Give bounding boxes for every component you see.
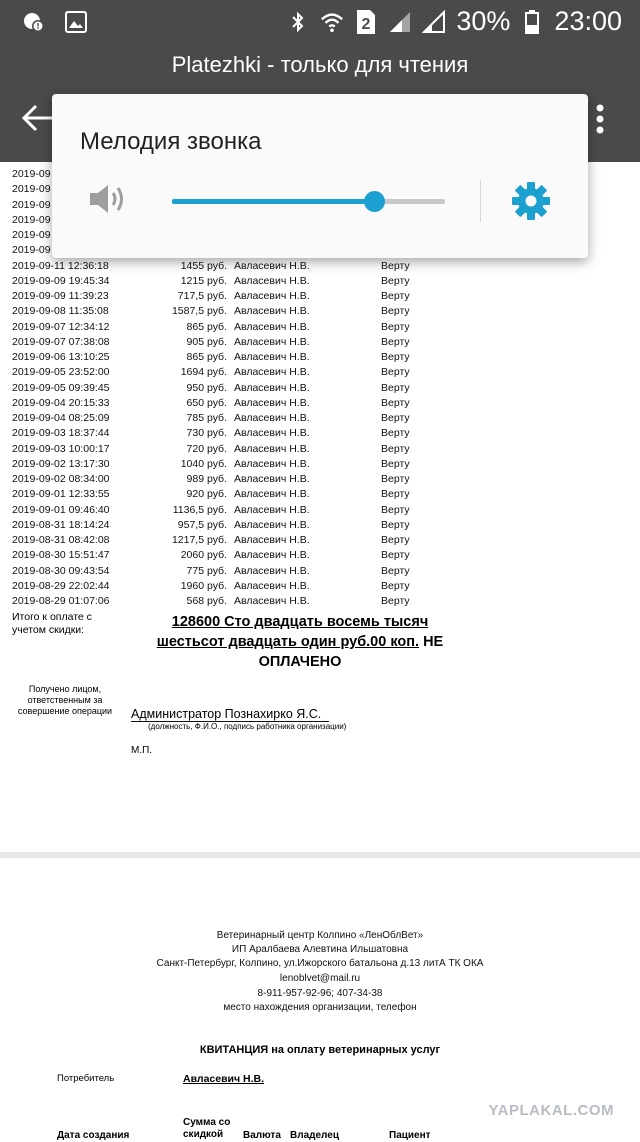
payment-pet: Верту: [381, 259, 410, 272]
total-line-1: 128600 Сто двадцать восемь тысяч: [171, 614, 429, 630]
received-line-3: совершение операции: [17, 706, 113, 716]
payment-owner: Авласевич Н.В.: [234, 442, 310, 455]
payment-date: 2019-08-29 22:02:44: [12, 579, 110, 592]
signal-2-icon: [422, 10, 446, 34]
payment-date: 2019-09-01 12:33:55: [12, 488, 110, 501]
payment-date: 2019-09: [12, 168, 51, 180]
payment-pet: Верту: [381, 366, 410, 379]
payment-date: 2019-09-04 20:15:33: [12, 396, 110, 409]
col-sum-line-2: скидкой: [183, 1129, 224, 1140]
total-line-2: шестьсот двадцать один руб.00 коп.: [156, 634, 420, 650]
table-row: [0, 519, 640, 534]
payment-sum: 957,5 руб.: [177, 518, 227, 531]
total-line-2-tail: НЕ: [419, 634, 444, 650]
gallery-icon: [64, 10, 88, 34]
payment-sum: 1215 руб.: [180, 274, 227, 287]
payment-owner: Авласевич Н.В.: [234, 320, 310, 333]
dialog-divider: [480, 180, 481, 222]
sim-number: 2: [361, 15, 371, 33]
payment-date: 2019-09: [12, 183, 51, 196]
payment-pet: Верту: [381, 427, 410, 440]
receipt-title: КВИТАНЦИЯ на оплату ветеринарных услуг: [199, 1044, 441, 1056]
payment-owner: Авласевич Н.В.: [234, 305, 310, 318]
payment-date: 2019-08-29 01:07:06: [12, 595, 110, 607]
payment-owner: Авласевич Н.В.: [234, 595, 310, 607]
payment-date: 2019-09-03 10:00:17: [12, 442, 110, 455]
payment-date: 2019-09: [12, 229, 51, 241]
total-amount: [135, 612, 465, 672]
payment-owner: Авласевич Н.В.: [234, 274, 310, 287]
table-row: [0, 504, 640, 519]
payment-sum: 1136,5 руб.: [172, 503, 227, 516]
consumer-value: Авласевич Н.В.: [183, 1073, 265, 1085]
signal-icon: [388, 10, 412, 34]
payment-pet: Верту: [381, 412, 410, 424]
org-email: lenoblvet@mail.ru: [279, 973, 361, 984]
payment-pet: Верту: [381, 488, 410, 501]
payment-sum: 568 руб.: [186, 595, 227, 607]
payment-date: 2019-08-30 09:43:54: [12, 564, 110, 577]
more-options-icon[interactable]: [596, 104, 604, 139]
table-row: [0, 290, 640, 305]
table-row: [0, 565, 640, 580]
payment-owner: Авласевич Н.В.: [234, 259, 310, 272]
payment-sum: 785 руб.: [186, 412, 227, 424]
consumer-label: Потребитель: [57, 1073, 115, 1084]
volume-dialog-title: Мелодия звонка: [80, 128, 262, 155]
admin-name: Администратор Познахирко Я.С.: [131, 707, 322, 721]
payment-date: 2019-09-08 11:35:08: [12, 305, 109, 318]
payment-pet: Верту: [381, 457, 410, 470]
gear-icon[interactable]: [510, 180, 552, 227]
org-address: Санкт-Петербург, Колпино, ул.Ижорского батальона д.13 литА ТК ОКА: [156, 958, 484, 969]
payment-pet: Верту: [381, 579, 410, 592]
payment-pet: Верту: [381, 503, 410, 516]
payment-date: 2019-09-01 09:46:40: [12, 503, 110, 516]
volume-slider-fill: [172, 199, 374, 204]
payment-sum: 1455 руб.: [180, 259, 227, 272]
total-label-line-2: учетом скидки:: [12, 624, 85, 636]
receipt-page: [0, 858, 640, 1141]
payment-date: 2019-08-30 15:51:47: [12, 549, 110, 562]
payment-sum: 1960 руб.: [180, 579, 227, 592]
payment-owner: Авласевич Н.В.: [234, 396, 310, 409]
payment-date: 2019-09-07 12:34:12: [12, 320, 110, 333]
total-line-3: ОПЛАЧЕНО: [258, 654, 342, 670]
payment-date: 2019-09: [12, 213, 51, 226]
payment-sum: 865 руб.: [186, 320, 227, 333]
table-row: [0, 488, 640, 503]
payment-date: 2019-09-04 08:25:09: [12, 412, 110, 424]
table-row: [0, 580, 640, 595]
table-row: [0, 382, 640, 397]
table-row: [0, 595, 640, 610]
volume-slider[interactable]: [172, 199, 445, 204]
table-row: [0, 549, 640, 564]
payment-sum: 2060 руб.: [180, 549, 227, 562]
payment-pet: Верту: [381, 442, 410, 455]
payment-sum: 1040 руб.: [180, 457, 227, 470]
wifi-icon: [320, 10, 344, 34]
payment-sum: 920 руб.: [186, 488, 227, 501]
org-owner: ИП Аралбаева Алевтина Ильшатовна: [231, 944, 409, 955]
payment-date: 2019-08-31 18:14:24: [12, 518, 110, 531]
payment-pet: Верту: [381, 335, 410, 348]
payment-sum: 730 руб.: [186, 427, 227, 440]
received-line-1: Получено лицом,: [28, 684, 102, 694]
payment-date: 2019-09-05 09:39:45: [12, 381, 110, 394]
payment-owner: Авласевич Н.В.: [234, 457, 310, 470]
payment-owner: Авласевич Н.В.: [234, 473, 310, 485]
table-row: [0, 473, 640, 488]
payment-pet: Верту: [381, 564, 410, 577]
document-page: [0, 162, 640, 852]
payment-pet: Верту: [381, 549, 410, 562]
table-row: [0, 321, 640, 336]
payment-sum: 1694 руб.: [180, 366, 227, 379]
table-row: [0, 534, 640, 549]
org-name: Ветеринарный центр Колпино «ЛенОблВет»: [216, 930, 424, 941]
table-row: [0, 351, 640, 366]
table-row: [0, 336, 640, 351]
payment-owner: Авласевич Н.В.: [234, 564, 310, 577]
payment-owner: Авласевич Н.В.: [234, 503, 310, 516]
org-phone: 8-911-957-92-96; 407-34-38: [257, 988, 383, 999]
payment-sum: 1217,5 руб.: [171, 534, 227, 546]
payment-date: 2019-09-06 13:10:25: [12, 351, 110, 363]
payment-owner: Авласевич Н.В.: [234, 290, 310, 302]
document-title: Platezhki - только для чтения: [171, 52, 469, 77]
status-bar: [0, 0, 640, 46]
payment-pet: Верту: [381, 595, 410, 607]
col-pet-header: Пациент: [389, 1130, 431, 1141]
payment-date: 2019-09-05 23:52:00: [12, 366, 110, 379]
table-row: [0, 443, 640, 458]
payment-sum: 650 руб.: [186, 396, 227, 409]
payment-owner: Авласевич Н.В.: [234, 351, 310, 363]
table-row: [0, 412, 640, 427]
payment-date: 2019-08-31 08:42:08: [12, 534, 110, 546]
payment-pet: Верту: [381, 381, 410, 394]
table-row: [0, 305, 640, 320]
payment-owner: Авласевич Н.В.: [234, 412, 310, 424]
payment-owner: Авласевич Н.В.: [234, 366, 310, 379]
table-row: [0, 275, 640, 290]
payment-pet: Верту: [381, 396, 410, 409]
watermark: YAPLAKAL.COM: [488, 1102, 614, 1119]
payment-owner: Авласевич Н.В.: [234, 427, 310, 440]
payment-sum: 1587,5 руб.: [171, 305, 227, 318]
payment-pet: Верту: [381, 534, 410, 546]
payment-date: 2019-09-07 07:38:08: [12, 335, 110, 348]
payment-owner: Авласевич Н.В.: [234, 518, 310, 531]
table-row: [0, 366, 640, 381]
received-line-2: ответственным за: [27, 695, 103, 705]
payment-pet: Верту: [381, 473, 410, 485]
payment-sum: 905 руб.: [186, 335, 227, 348]
table-row: [0, 427, 640, 442]
payment-date: 2019-09-09 19:45:34: [12, 274, 110, 287]
sim-icon: [354, 10, 378, 34]
battery-icon: [520, 10, 544, 34]
table-row: [0, 260, 640, 275]
payment-owner: Авласевич Н.В.: [234, 381, 310, 394]
col-sum-header: [183, 1117, 230, 1141]
admin-hint: (должность, Ф.И.О., подпись работника организации): [148, 722, 347, 731]
payment-pet: Верту: [381, 518, 410, 531]
payment-owner: Авласевич Н.В.: [234, 579, 310, 592]
payment-date: 2019-09-02 08:34:00: [12, 473, 110, 485]
payment-pet: Верту: [381, 320, 410, 333]
payment-date: 2019-09-11 12:36:18: [12, 259, 109, 272]
received-label: [15, 684, 115, 717]
payment-owner: Авласевич Н.В.: [234, 534, 310, 546]
col-owner-header: Владелец: [290, 1130, 339, 1141]
battery-percent: 30%: [456, 6, 511, 36]
payment-sum: 865 руб.: [186, 351, 227, 363]
payment-pet: Верту: [381, 290, 410, 302]
back-arrow-icon[interactable]: [22, 104, 54, 137]
total-label-line-1: Итого к оплате с: [12, 611, 92, 623]
org-place-hint: место нахождения организации, телефон: [223, 1002, 417, 1013]
payment-date: 2019-09-09 11:39:23: [12, 290, 109, 302]
table-row: [0, 458, 640, 473]
speaker-icon[interactable]: [88, 182, 128, 221]
payment-sum: 950 руб.: [186, 381, 227, 394]
settings-notification-icon: [22, 10, 46, 34]
col-date-header: Дата создания: [57, 1130, 130, 1141]
payment-owner: Авласевич Н.В.: [234, 549, 310, 562]
payment-owner: Авласевич Н.В.: [234, 488, 310, 501]
table-row: [0, 397, 640, 412]
payment-date: 2019-09-02 13:17:30: [12, 457, 110, 470]
volume-slider-thumb[interactable]: [364, 191, 385, 212]
payment-sum: 989 руб.: [186, 473, 227, 485]
volume-dialog: [52, 94, 588, 258]
payment-pet: Верту: [381, 274, 410, 287]
col-sum-line-1: Сумма со: [183, 1117, 231, 1128]
payment-date: 2019-09: [12, 244, 51, 257]
payment-sum: 775 руб.: [186, 564, 227, 577]
payment-owner: Авласевич Н.В.: [234, 335, 310, 348]
col-currency-header: Валюта: [243, 1130, 281, 1141]
payment-pet: Верту: [381, 305, 410, 318]
payment-sum: 720 руб.: [186, 442, 227, 455]
payment-date: 2019-09: [12, 198, 51, 211]
payment-sum: 717,5 руб.: [177, 290, 227, 302]
payment-date: 2019-09-03 18:37:44: [12, 427, 110, 440]
payment-pet: Верту: [381, 351, 410, 363]
clock: 23:00: [554, 6, 622, 36]
bluetooth-icon: [286, 10, 310, 34]
total-label: [12, 611, 132, 637]
stamp-label: М.П.: [131, 745, 153, 756]
